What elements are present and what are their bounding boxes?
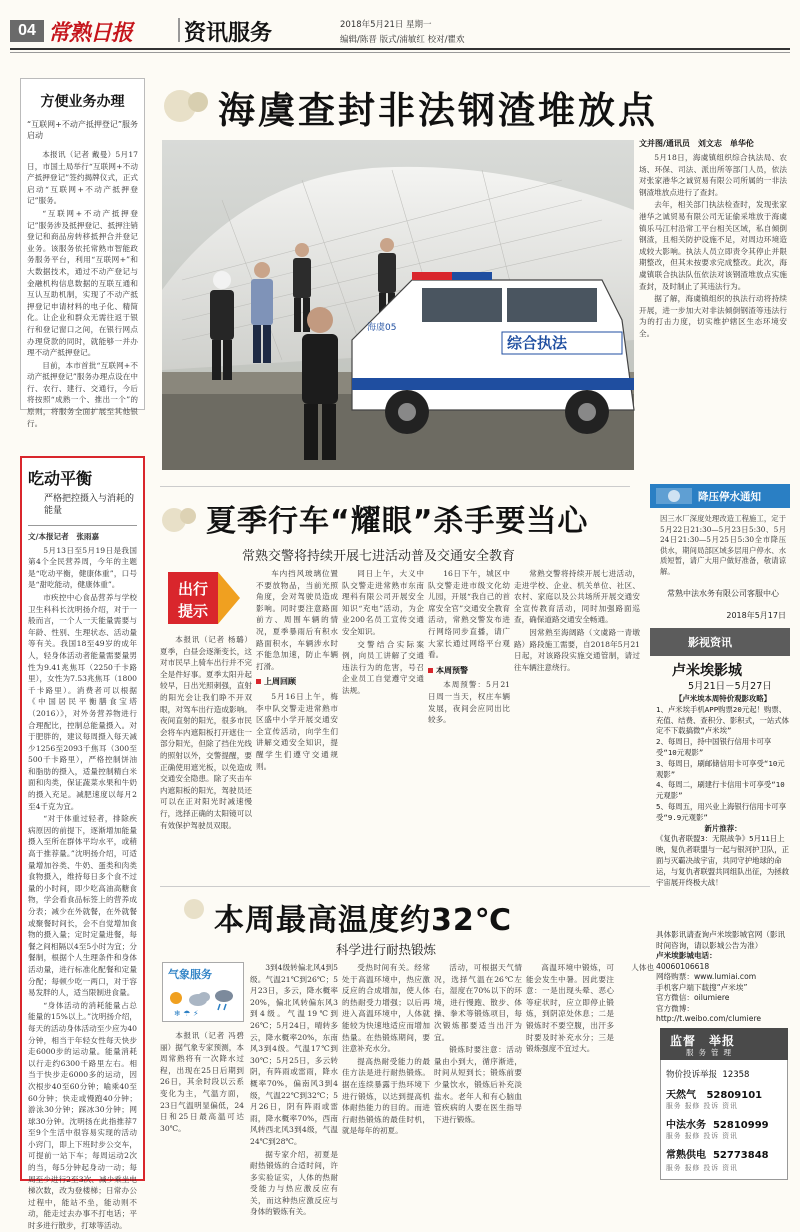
contact-line: 网络购票：www.lumiai.com	[656, 972, 757, 981]
cinema-contact	[656, 930, 790, 1025]
snowflake-icon	[174, 1009, 199, 1018]
story2-column-2	[256, 568, 338, 888]
paragraph: 同日上午，大义中队交警走进常熟市东南理科有限公司开展安全知识“充电”活动，为企业200名员工宣传交通安全知识。	[342, 569, 424, 636]
svg-text:❄ ☂ ⚡: ❄ ☂ ⚡	[174, 1009, 199, 1018]
movie-schedule	[656, 694, 790, 930]
business-notice-title: 方便业务办理	[40, 94, 125, 110]
newspaper-brand: 常熟日报	[48, 20, 133, 46]
contact-line: 官方微博：	[656, 1003, 694, 1013]
paragraph: 去年，相关部门执法检查时，发现张家港华之诚贸易有限公司无证偷采堆放于海虞镇乐马江村沿常工平台相关区域，私自倾倒钢渣，且相关防护设施不足，对周边环境造成较大影响。执法人员立即责令其停止并限期整改，但其未按要求完成整改。此次，海虞镇联合执法队伍依法对该钢渣堆放点实施查封，及时制止了其违法行为。	[639, 200, 787, 291]
paragraph: 本报讯（记者 戴曼）5月17日，市国土局举行“互联网+不动产抵押登记”签约揭牌仪式，正式启动“互联网+不动产抵押登记”服务。	[27, 150, 138, 206]
hotline-subtitle: 服务管理	[686, 1048, 736, 1057]
paragraph: 5月16日上午，梅李中队交警走进常熟市区盛中小学开展交通安全宣传活动，向学生们讲解交通安全知识，提醒学生们遵守交通规则。	[256, 691, 338, 771]
notice-body: 因三水厂深度处理改造工程施工，定于5月22日21:30—5月23日5:30、5月24日21:30—5月25日5:30全市降压供水，期间局部区域多层用户停水、水质短暂，请广大用户做好准备，敬请谅解。	[660, 514, 786, 576]
contact-line: 40060106618	[656, 961, 710, 971]
story3-subheadline: 科学进行耐热锻炼	[336, 942, 437, 957]
story2-subheadline: 常熟交警将持续开展七进活动普及交通安全教育	[242, 549, 516, 564]
story2-column-3	[342, 568, 424, 888]
story2-column-4	[428, 568, 510, 888]
hotline-title: 监督 举报	[670, 1034, 736, 1048]
paragraph: 锻炼时要注意：活动量由小到大，循序渐进，时间从短到长；锻炼前要少量饮水，锻炼后补充淡盐水。老年人和有心脑血管疾病的人要在医生指导下进行锻炼。	[434, 1045, 522, 1124]
business-notice-box	[20, 78, 145, 428]
contact-line: 官方微信：oilumiere	[656, 993, 730, 1002]
paragraph: 据专家介绍，初夏是耐热锻炼的合适时间，许多实验证实，人体的热耐受能力与热应激反应有关，而这种热应激反应与身体的锻炼有关。	[250, 1149, 338, 1217]
health-article-byline: 文/本报记者 张雨嘉	[28, 532, 100, 541]
list-item: 1、卢米埃手机APP购票20元起！购票、充值、结费、查积分、影积式，一站式体定不下载搞微“卢米埃”	[656, 704, 790, 736]
health-article-title: 吃动平衡	[28, 469, 93, 488]
editors-credit: 编辑/陈晋 版式/浦敏红 校对/瞿欢	[340, 35, 465, 45]
notice-date: 2018年5月17日	[726, 611, 786, 620]
notice-org: 常熟中法水务有限公司客服中心	[667, 589, 779, 598]
header-rule	[10, 48, 790, 50]
hotline-row	[666, 1068, 784, 1080]
contact-line: http://t.weibo.com/clumiere	[656, 1014, 762, 1023]
page-number: 04	[10, 20, 44, 42]
enforcement-scene-illustration	[162, 140, 634, 470]
header-rule-thin	[10, 52, 790, 53]
paragraph: “身体活动的消耗能量占总能量的15%以上。”沈明扬介绍，每天的活动身体活动至少应为40分钟，相当于年轻女性每天快步走6000步的运动量。能量消耗以行走约6300千路里左右。相当于快步走6000多的运动，因次根步40至60分钟；喻乘40至60分钟；快走或慢跑40分钟；游泳30分钟；踩冰30分钟；网球30分钟。沈明扬在此指推荐7至9个生活中很容易实现的活动小窍门，即上下班时步公交车，可提前一站下车；每周运动2次的当，每5分钟起身动一动；每周至少进行2至3次、减少乘坐电梯次数，改为登楼梯；日常办公过程中，能站不坐，能动则不动，能走过去办事不打电话；平时多进行散步，打球等活动。	[28, 1000, 137, 1231]
headline-decoration	[160, 84, 215, 128]
contact-line: 具体影讯请查询卢米埃影城官网（影讯时间咨询，请以影城公告为准）	[656, 930, 786, 950]
travel-tips-label-bottom: 提示	[177, 602, 209, 620]
paragraph: “互联网+不动产抵押登记”服务涉及抵押登记、抵押注销登记和商品房转移抵押合并登记业务。该服务依托常熟市智能政务服务平台，利用“互联网+”和大数据技术，通过不动产登记与金融机构信息数据的互联互通和互认互助机制，实现了不动产抵押登记申请材料的电子化、精简化。让企业和群众无需往返于银行和登记窗口之间，在银行网点办理贷款的同时，就能够一并办理不动产抵押登记。	[27, 208, 138, 358]
cinema-name: 卢米埃影城	[672, 663, 742, 679]
movie-list-title: 【卢米埃本周特价观影攻略】	[674, 694, 772, 703]
weather-label: 气象服务	[168, 968, 212, 981]
story2-column-5	[514, 568, 640, 888]
paragraph: 据了解，海虞镇组织的执法行动将持续开展，进一步加大对非法倾倒钢渣等违法行为的打击力度，切实维护辖区生态环境安全。	[639, 294, 787, 338]
vehicle-plate: 海虞05	[367, 323, 397, 333]
story3-column-6	[616, 962, 654, 1180]
story1-headline: 海虞查封非法钢渣堆放点	[218, 88, 658, 132]
story3-headline: 本周最高温度约32℃	[214, 903, 513, 938]
hotline-services: 服务 报修 投诉 资讯	[666, 1102, 738, 1110]
paragraph: 提高热耐受能力的最佳方法是进行耐热锻炼。据在连续暴露于热环境下进行锻炼，以达到提高机体耐热能力的目的。而进行耐热锻炼的最佳时机，就是每年的初夏。	[342, 1056, 430, 1136]
cloud-icon	[189, 992, 210, 1006]
subhead-last-week: 上周回顾	[256, 676, 338, 688]
paragraph: 本报讯（记者 杨璐）夏季，白昼会逐渐变长，这对市民早上骑车出行并不完全是件好事。夏季太阳升起较早，日出光照刺强，直射的阳光会让我们睁不开双眼，对驾车出行造成影响。夜间直射的阳光，很多市民会将车内遮阳板打开遮住一部分阳光，但除了挡住光线的照射以外，交警提醒，要正确使用遮光板，以免造成交通安全隐患。除了夹击车内遮阳板的阳光，驾驶员还可以在正对阳光时减速慢行，选择正确的太阳镜可以有效保护驾驶员双眼。	[160, 635, 252, 830]
story1-photo	[162, 140, 634, 470]
list-item: 5、每周五，用兴业上海银行信用卡可享受“9.9元观影”	[656, 801, 787, 822]
new-release-body: 《复仇者联盟3：无限战争》5月11日上映，复仇者联盟与一起与银河护卫队，正面与灭霸决战宇宙，共同守护地球的命运，与复仇者联盟共同组队出征，为拯救宇宙展开终极大战！	[656, 834, 790, 887]
subhead-this-week: 本周预警	[428, 665, 510, 677]
hotline-services: 服务 报修 投诉 资讯	[666, 1132, 738, 1140]
story2-headline: 夏季行车“耀眼”杀手要当心	[206, 504, 589, 539]
rain-icon	[215, 990, 233, 1010]
hotline-label: 常熟供电	[666, 1150, 706, 1161]
weather-icons	[166, 986, 242, 1018]
paragraph: 5月13日至5月19日是我国第4个全民营养周，今年的主题是“吃动平衡，健康体重”，口号是“甜吃能动，健康体重”。	[28, 545, 137, 590]
paragraph: 受热时间有关。经常处于高温环境中，热应激反应的合成增加，使人体的热耐受力增强；以后再进入高温环境中，人体就能较为快速地适应而增加热量。在热锻炼期间，要注意补充水分。	[342, 963, 430, 1054]
paragraph: 16日下午，城区中队交警走进市级文化幼儿园，开展“我自己的首席安全官”交通安全教育活动，常熟交警发布进行网络同步直播，请广大家长通过网络平台观看。	[428, 569, 510, 660]
contact-line: 手机客户端下载搜“卢米埃”	[656, 982, 748, 992]
paragraph: 车内挡风玻璃位置不要放物品，当前光照角度，会对驾驶员造成影响。同时要注意路面前方、周围车辆的情况，夏季暴雨后有积水路面积水，车辆涉水时不能急加速，防止车辆打滑。	[256, 569, 338, 671]
divider	[28, 525, 137, 526]
hotline-label: 物价投诉举报	[666, 1070, 718, 1080]
movie-section-title: 影视资讯	[688, 636, 732, 649]
story1-byline: 文并图/通讯员 刘文志 单华伦	[639, 139, 754, 148]
hotline-label: 天然气	[666, 1090, 696, 1101]
paragraph: 本报讯（记者 冯碧丽）据气象专家预测，本周常熟将有一次降水过程，出现在25日后期到26日，其余时段以云系变化为主，气温方面，23日气温明显偏低，24日和25日最高温可达30℃。	[160, 1031, 244, 1133]
headline-decoration	[160, 500, 200, 540]
story2-column-1	[160, 634, 252, 888]
health-article-body	[28, 545, 137, 1231]
health-article-subtitle: 严格把控摄入与消耗的能量	[44, 494, 135, 516]
vehicle-marking: 综合执法	[507, 334, 568, 352]
paragraph: 高温环境中锻炼，可能会发生中暑。因此要注意：一是出现头晕、恶心等症状时，应立即停止锻炼，到阴凉处休息；二是锻炼时不要空腹，出汗多时要及时补充水分；三是锻炼强度不宜过大。	[526, 963, 614, 1054]
paragraph: 5月18日，海虞镇组织综合执法局、农场、环保、司法、派出所等部门人员，依法对张家港华之诚贸易有限公司所属的一非法钢渣堆放点进行了查封。	[639, 153, 787, 197]
travel-tips-label-top: 出行	[177, 580, 209, 598]
hotline-label: 中法水务	[666, 1120, 706, 1131]
story3-column-2	[250, 962, 338, 1217]
paragraph: 人体也	[631, 963, 654, 972]
paragraph: 市疾控中心食品营养与学校卫生科科长沈明扬介绍，对于一般而言，一个人一天能量需要与年龄、性别、生理状态、活动量等有关。我国18至49岁的成年人，轻身体活动者能量需要量男性为9.41兆焦耳（2250千卡路里），女性为7.53兆焦耳（1800千卡路里）。消费者可以根据《中国居民平衡膳食宝塔（2016）》，对外务营养物进行合理配比，控制总能量摄入。对于肥胖的，建议每周摄入每天减少1256至2093千焦耳（300至500千卡路里），严格控制饼油和脂肪的摄入，适量控制精白米面和肉类，保证蔬菜水果和牛奶的摄入充足。减肥速度以每月2至4千克为宜。	[28, 592, 137, 811]
paragraph: 本周预警：5月21日周一当天，权庄车辆发展，夜间会应同出比较多。	[428, 680, 510, 725]
story3-column-5	[526, 962, 614, 1180]
notice-title: 降压停水通知	[698, 491, 761, 503]
hotline-services: 服务 报修 投诉 资讯	[666, 1164, 738, 1172]
hotline-row	[666, 1086, 784, 1101]
paragraph: 常熟交警将持续开展七进活动，走进学校、企业、机关单位、社区、农村、家庭以及公共场所开展交通安全宣传教育活动，同时加强路面巡查，确保道路交通安全畅通。	[514, 569, 640, 625]
story3-column-1	[160, 1030, 244, 1180]
business-notice-subtitle: “互联网+不动产抵押登记”服务启动	[27, 120, 138, 140]
hotline-row	[666, 1146, 784, 1161]
health-article-box	[20, 456, 145, 1231]
headline-decoration	[182, 896, 206, 922]
issue-date: 2018年5月21日 星期一	[340, 20, 432, 30]
story1-body	[639, 152, 787, 470]
section-title: 资讯服务	[184, 21, 273, 46]
paragraph: 交警结合实际案例，向员工讲解了交通违法行为的危害，号召企业员工自觉遵守交通法规。	[342, 639, 424, 695]
new-release-title: 新片推荐：	[704, 823, 742, 833]
divider	[160, 486, 630, 487]
header-separator	[178, 18, 180, 42]
paragraph: 目前，本市首批“互联网+不动产抵押登记”服务办理点设在中行、农行、建行、交通行，今后将按照“成熟一个、推出一个”的原则，将服务全面扩展至其他银行。	[27, 360, 138, 428]
hotline-row	[666, 1116, 784, 1131]
contact-line: 卢米埃影城电话：	[656, 951, 717, 960]
paragraph: “对于体重过轻者，排除疾病原因的前提下，逐渐增加能量摄入至所在群体平均水平，或稍高于推荐量。”沈明扬介绍，可适量增加谷类、牛奶、蛋类和肉类食物摄入，维持每日多个食不过量的小时间，即少吃高油高糖食物，学会看食品标签上的营养成分表；减少在外就餐，在外就餐或聚餐时间长，会不自觉增加食物的摄入量；定时定量进餐，每餐之间相隔以4至5小时为宜；分餐制，根据个人生理条件和身体活动量，进行标准化配餐和定量分配；每顿少吃一两口，对于容易发胖的人，适当限制进食量。	[28, 814, 137, 998]
list-item: 3、每周日，刷邮储信用卡可享受“10元观影”	[656, 758, 785, 779]
list-item: 4、每周二，刷建行卡信用卡可享受“10元观影”	[656, 780, 785, 801]
hotline-number: 52773848	[712, 1150, 769, 1161]
sun-icon	[170, 992, 182, 1004]
divider	[160, 886, 650, 887]
story3-column-3	[342, 962, 430, 1180]
story3-column-4	[434, 962, 522, 1180]
paragraph: 3到4级转偏北风4到5级。气温21℃到26℃；5月23日，多云，降水概率20%，偏北风转偏东风3到4级。气温19℃到26℃；5月24日，晴转多云，降水概率20%，东南风3到4级。气温17℃到30℃；5月25日，多云转阴，有阵雨或雷雨，降水概率70%，偏南风3到4级，气温22℃到32℃；5月26日，阴有阵雨或雷雨，降水概率70%，西南风转西北风3到4级，气温24℃到28℃。	[250, 963, 338, 1146]
travel-tips-badge	[168, 572, 240, 624]
list-item: 2、每周日，持中国银行信用卡可享受“10元观影”	[656, 737, 772, 757]
hotline-number: 12358	[722, 1070, 750, 1080]
hotline-number: 52810999	[712, 1120, 769, 1131]
paragraph: 因常熟至海阔路（文虞路一青墩路）路段施工需要，自2018年5月21日起，对该路段实施交通管制，请过往车辆注意绕行。	[514, 627, 640, 672]
movie-date-range: 5月21日－5月27日	[688, 681, 772, 692]
paragraph: 活动，可根据天气情况，选择气温在26℃左右，湿度在70%以下的环境，进行慢跑、散步、体操、拳术等锻炼项目，每次锻炼都要适当出汗为宜。	[434, 963, 522, 1042]
business-notice-body	[27, 149, 138, 428]
hotline-number: 52809101	[706, 1090, 763, 1101]
